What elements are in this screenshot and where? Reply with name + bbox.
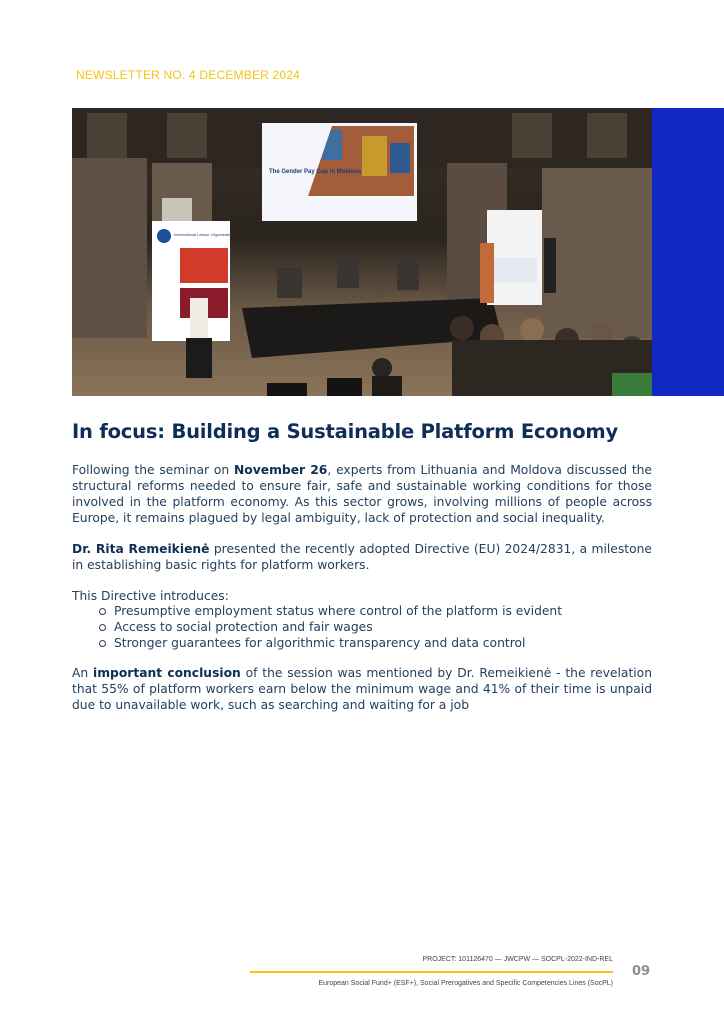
list-item (96, 635, 562, 651)
list-item-text: Access to social protection and fair wages (114, 620, 373, 634)
accent-blue-bar (652, 108, 724, 396)
article-title: In focus: Building a Sustainable Platform Economy (72, 420, 619, 443)
page-number: 09 (632, 964, 651, 979)
list-item (96, 619, 562, 635)
paragraph-conclusion (72, 665, 652, 713)
paragraph-directive (72, 541, 652, 573)
banner-left-label: International Labour Organization (174, 232, 234, 237)
bullet-ring-icon (99, 640, 106, 647)
list-item (96, 603, 562, 619)
list-item-text: Stronger guarantees for algorithmic transparency and data control (114, 636, 526, 650)
paragraph-seminar (72, 462, 652, 526)
newsletter-header: NEWSLETTER NO. 4 DECEMBER 2024 (76, 68, 301, 82)
directive-bullet-list (96, 603, 562, 651)
footer-project-id: PROJECT: 101126470 — JWCPW — SOCPL-2022-IND-REL (422, 956, 613, 963)
bullet-ring-icon (99, 624, 106, 631)
slide-title-text: The Gender Pay Gap in Moldova (269, 169, 362, 175)
important-conclusion: important conclusion (93, 666, 241, 680)
event-photo-illustration (72, 108, 652, 396)
bullet-ring-icon (99, 608, 106, 615)
list-item-text: Presumptive employment status where control of the platform is evident (114, 604, 563, 618)
p1-text: Following the seminar on (72, 463, 234, 477)
p2-text: presented the recently adopted Directive (EU) 2024/2831, a milestone in establishing basic rights for platform workers. (72, 542, 652, 572)
footer-fund-line: European Social Fund+ (ESF+), Social Prerogatives and Specific Competencies Lines (SocPL) (318, 980, 613, 987)
seminar-date: November 26 (233, 463, 328, 477)
p4-text-cont: of the session was mentioned by Dr. Remeikienė - the revelation that 55% of platform workers earn below the minimum wage and 41% of their time is unpaid due to unavailable work, such as searching and waiting for a job (72, 666, 653, 712)
footer-divider (250, 971, 613, 973)
p1-text-cont: , experts from Lithuania and Moldova discussed the structural reforms needed to ensure fair, safe and sustainable working conditions for those involved in the platform economy. As this sector grows, involving millions of people across Europe, it remains plagued by legal ambiguity, lack of protection and social inequality. (72, 463, 652, 525)
speaker-name: Dr. Rita Remeikienė (72, 542, 210, 556)
p4-text: An (72, 666, 93, 680)
directive-intro: This Directive introduces: (72, 589, 229, 603)
event-photo (72, 108, 652, 396)
